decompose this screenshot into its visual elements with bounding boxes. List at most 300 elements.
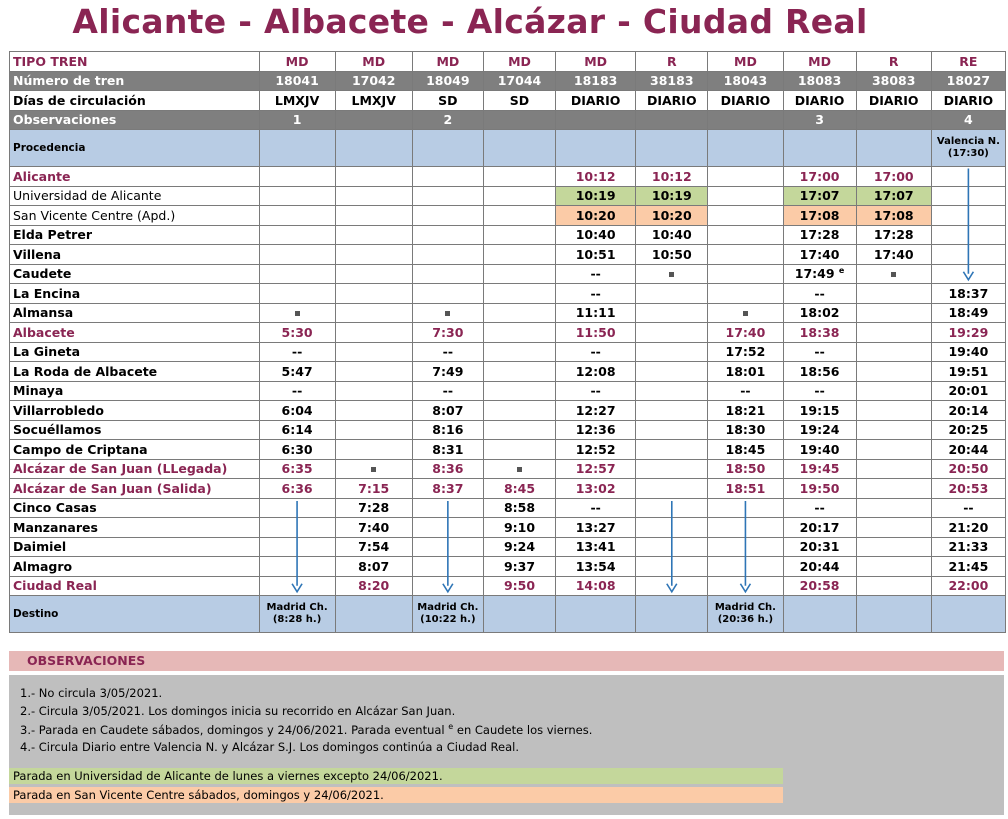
time-value: 5:30 [281, 324, 313, 340]
time-value: 18:21 [725, 402, 766, 418]
time-cell [856, 498, 931, 518]
note-3-mark: e [448, 722, 454, 731]
time-value: -- [740, 383, 751, 399]
time-cell [783, 518, 856, 538]
time-cell [259, 206, 335, 226]
time-cell [259, 381, 335, 401]
time-cell [783, 401, 856, 421]
time-cell [708, 518, 783, 538]
destino-cell [708, 596, 783, 633]
time-cell [856, 557, 931, 577]
time-value: -- [590, 500, 601, 516]
time-value: 7:40 [358, 519, 390, 535]
time-cell [259, 167, 335, 187]
time-cell [556, 381, 636, 401]
origin-name: Valencia N. [936, 136, 1000, 147]
numero-row [10, 71, 1006, 91]
time-value: 17:08 [799, 207, 840, 223]
time-cell [483, 342, 555, 362]
time-cell [856, 576, 931, 596]
time-value: 20:14 [948, 402, 989, 418]
time-value: -- [814, 344, 825, 360]
station-row [10, 284, 1006, 304]
time-cell [931, 537, 1005, 557]
numero-cell: 17042 [335, 71, 412, 91]
time-value: 12:57 [575, 461, 616, 477]
time-cell [931, 206, 1005, 226]
dias-cell: DIARIO [708, 91, 783, 111]
time-cell [856, 303, 931, 323]
time-cell [708, 264, 783, 284]
time-value: 19:51 [948, 363, 989, 379]
time-cell [636, 440, 708, 460]
time-cell [556, 576, 636, 596]
note-1: 1.- No circula 3/05/2021. [20, 686, 163, 700]
destination-time: (8:28 h.) [272, 614, 322, 625]
obs-cell: 4 [931, 110, 1005, 130]
time-value: 10:40 [575, 227, 616, 243]
time-cell [636, 420, 708, 440]
station-row [10, 401, 1006, 421]
station-row [10, 323, 1006, 343]
time-value: 17:28 [799, 227, 840, 243]
time-cell [412, 342, 483, 362]
time-cell [556, 206, 636, 226]
time-value: 18:38 [799, 324, 840, 340]
station-row [10, 498, 1006, 518]
time-cell [708, 498, 783, 518]
time-value: 21:20 [948, 519, 989, 535]
time-cell [636, 362, 708, 382]
time-cell [783, 264, 856, 284]
time-value: -- [442, 383, 454, 399]
time-cell [335, 420, 412, 440]
time-cell [931, 245, 1005, 265]
time-value: 21:45 [948, 558, 989, 574]
observaciones-row [10, 110, 1006, 130]
time-value: 19:40 [948, 344, 989, 360]
time-cell [335, 186, 412, 206]
time-cell [636, 245, 708, 265]
time-value: 20:58 [799, 578, 840, 594]
dias-cell: DIARIO [556, 91, 636, 111]
dias-cell: DIARIO [931, 91, 1005, 111]
time-cell [412, 420, 483, 440]
station-row [10, 557, 1006, 577]
tipo-cell: RE [931, 52, 1005, 72]
timetable [9, 51, 1006, 633]
time-cell [556, 225, 636, 245]
station-row [10, 245, 1006, 265]
destino-cell [259, 596, 335, 633]
time-value: 6:14 [281, 422, 313, 438]
time-cell [259, 498, 335, 518]
time-cell [708, 186, 783, 206]
time-value: 13:41 [575, 539, 616, 555]
page-title: Alicante - Albacete - Alcázar - Ciudad Real [72, 2, 868, 41]
time-cell [708, 206, 783, 226]
time-value: 17:07 [873, 188, 914, 204]
time-cell [259, 186, 335, 206]
destination-name: Madrid Ch. [266, 602, 328, 613]
time-value: -- [963, 500, 974, 516]
time-cell [708, 362, 783, 382]
dias-cell: DIARIO [783, 91, 856, 111]
time-cell [259, 557, 335, 577]
time-cell [335, 245, 412, 265]
time-cell [783, 479, 856, 499]
procedencia-cell [483, 130, 555, 167]
universidad-note: Parada en Universidad de Alicante de lunes a viernes excepto 24/06/2021. [9, 768, 783, 784]
time-cell [335, 401, 412, 421]
time-cell [335, 381, 412, 401]
numero-cell: 17044 [483, 71, 555, 91]
time-cell [412, 225, 483, 245]
time-cell [259, 420, 335, 440]
time-cell [931, 420, 1005, 440]
time-cell [556, 518, 636, 538]
time-cell [856, 440, 931, 460]
time-value: 17:08 [873, 207, 914, 223]
time-value: 20:50 [948, 461, 989, 477]
time-value: 10:19 [651, 188, 692, 204]
time-cell [856, 518, 931, 538]
time-cell [856, 537, 931, 557]
time-cell [483, 284, 555, 304]
time-cell [931, 459, 1005, 479]
observaciones-heading: OBSERVACIONES [9, 651, 1004, 671]
time-value: -- [590, 344, 601, 360]
obs-cell [483, 110, 555, 130]
time-value: -- [814, 383, 825, 399]
time-cell [335, 264, 412, 284]
time-value: 20:31 [799, 539, 840, 555]
square-icon [295, 311, 300, 316]
station-row [10, 576, 1006, 596]
time-cell [259, 479, 335, 499]
destino-cell [556, 596, 636, 633]
stop-marker [636, 264, 708, 284]
station-name: Almansa [10, 303, 260, 323]
time-cell [259, 362, 335, 382]
station-name: Albacete [10, 323, 260, 343]
stop-marker [335, 459, 412, 479]
time-cell [636, 225, 708, 245]
station-row [10, 225, 1006, 245]
time-cell [259, 245, 335, 265]
time-cell [783, 323, 856, 343]
time-value: -- [814, 500, 825, 516]
time-cell [483, 576, 555, 596]
time-cell [259, 342, 335, 362]
row-label: Número de tren [10, 71, 260, 91]
time-cell [931, 479, 1005, 499]
time-value: 19:15 [799, 402, 840, 418]
obs-cell [636, 110, 708, 130]
time-cell [483, 225, 555, 245]
time-cell [931, 557, 1005, 577]
numero-cell: 18043 [708, 71, 783, 91]
time-cell [783, 420, 856, 440]
tipo-cell: R [636, 52, 708, 72]
station-name: La Encina [10, 284, 260, 304]
time-cell [556, 342, 636, 362]
time-cell [931, 342, 1005, 362]
time-cell [783, 537, 856, 557]
station-name: Minaya [10, 381, 260, 401]
destino-cell [856, 596, 931, 633]
time-value: 12:52 [575, 441, 616, 457]
time-value: 19:29 [948, 324, 989, 340]
time-cell [783, 498, 856, 518]
time-value: 10:20 [575, 207, 616, 223]
time-cell [783, 576, 856, 596]
time-cell [335, 557, 412, 577]
time-value: 7:30 [432, 324, 464, 340]
time-value: 20:44 [799, 558, 840, 574]
time-cell [708, 479, 783, 499]
dias-cell: DIARIO [856, 91, 931, 111]
square-icon [445, 311, 450, 316]
procedencia-cell [931, 130, 1005, 167]
time-cell [412, 245, 483, 265]
time-cell [556, 498, 636, 518]
time-value: 18:56 [799, 363, 840, 379]
time-cell [412, 557, 483, 577]
time-cell [483, 518, 555, 538]
time-cell [412, 284, 483, 304]
station-row [10, 381, 1006, 401]
time-cell [708, 381, 783, 401]
time-cell [708, 440, 783, 460]
note-4: 4.- Circula Diario entre Valencia N. y Alcázar S.J. Los domingos continúa a Ciudad Real. [20, 740, 519, 754]
time-cell [708, 323, 783, 343]
row-label: Días de circulación [10, 91, 260, 111]
station-name: Manzanares [10, 518, 260, 538]
time-value: -- [590, 266, 601, 282]
time-cell [483, 167, 555, 187]
time-value: 6:35 [281, 461, 313, 477]
procedencia-row [10, 130, 1006, 167]
numero-cell: 18183 [556, 71, 636, 91]
time-value: 9:37 [503, 558, 536, 574]
station-name: La Gineta [10, 342, 260, 362]
destination-name: Madrid Ch. [714, 602, 776, 613]
time-value: 18:49 [948, 305, 989, 321]
time-value: 7:15 [358, 480, 390, 496]
station-name: San Vicente Centre (Apd.) [10, 206, 260, 226]
stop-marker [483, 459, 555, 479]
time-value: 14:08 [575, 578, 616, 594]
station-row [10, 264, 1006, 284]
note-3 [20, 722, 592, 737]
row-label: Destino [10, 596, 260, 633]
time-cell [556, 420, 636, 440]
tipo-row [10, 52, 1006, 72]
time-value: 17:40 [873, 246, 914, 262]
station-name: Alicante [10, 167, 260, 187]
note-2: 2.- Circula 3/05/2021. Los domingos inicia su recorrido en Alcázar San Juan. [20, 704, 456, 718]
time-cell [636, 498, 708, 518]
time-cell [556, 167, 636, 187]
time-cell [783, 167, 856, 187]
station-name: La Roda de Albacete [10, 362, 260, 382]
time-cell [636, 186, 708, 206]
time-value: 8:31 [432, 441, 464, 457]
time-value: 11:50 [575, 324, 616, 340]
time-value: 20:17 [799, 519, 840, 535]
time-cell [412, 206, 483, 226]
station-name: Alcázar de San Juan (Salida) [10, 479, 260, 499]
time-cell [931, 381, 1005, 401]
time-cell [412, 186, 483, 206]
time-value: 6:36 [281, 480, 313, 496]
procedencia-cell [412, 130, 483, 167]
obs-cell [556, 110, 636, 130]
tipo-cell: MD [556, 52, 636, 72]
station-name: Cinco Casas [10, 498, 260, 518]
time-cell [412, 537, 483, 557]
time-cell [259, 576, 335, 596]
time-value: 17:40 [725, 324, 766, 340]
station-row [10, 167, 1006, 187]
stop-marker [259, 303, 335, 323]
time-value: 9:50 [503, 578, 536, 594]
time-cell [483, 381, 555, 401]
time-cell [856, 479, 931, 499]
time-value: 10:40 [651, 227, 692, 243]
procedencia-cell [856, 130, 931, 167]
time-cell [783, 303, 856, 323]
time-value: -- [590, 285, 601, 301]
station-name: Villena [10, 245, 260, 265]
time-cell [483, 264, 555, 284]
time-value: 8:07 [432, 402, 464, 418]
time-cell [556, 264, 636, 284]
station-name: Universidad de Alicante [10, 186, 260, 206]
destino-cell [483, 596, 555, 633]
time-cell [483, 362, 555, 382]
time-cell [483, 206, 555, 226]
origin-time: (17:30) [947, 148, 989, 159]
destino-cell [931, 596, 1005, 633]
time-value: -- [814, 285, 825, 301]
procedencia-cell [335, 130, 412, 167]
time-value: -- [291, 383, 303, 399]
time-cell [335, 303, 412, 323]
time-value: 18:37 [948, 285, 989, 301]
tipo-cell: MD [412, 52, 483, 72]
time-cell [856, 323, 931, 343]
time-cell [556, 557, 636, 577]
time-value: 10:12 [575, 168, 616, 184]
time-value: 5:47 [281, 363, 313, 379]
time-cell [856, 206, 931, 226]
time-cell [259, 401, 335, 421]
time-cell [259, 518, 335, 538]
destination-name: Madrid Ch. [417, 602, 479, 613]
time-cell [483, 186, 555, 206]
time-cell [636, 206, 708, 226]
row-label: Procedencia [10, 130, 260, 167]
dias-cell: SD [483, 91, 555, 111]
time-value: 8:58 [503, 500, 536, 516]
destination-time: (20:36 h.) [717, 614, 774, 625]
time-cell [483, 498, 555, 518]
time-cell [412, 459, 483, 479]
time-cell [412, 518, 483, 538]
time-cell [556, 303, 636, 323]
time-cell [708, 167, 783, 187]
time-cell [335, 323, 412, 343]
time-cell [931, 498, 1005, 518]
time-value: 17:00 [873, 168, 914, 184]
obs-cell [335, 110, 412, 130]
obs-cell [708, 110, 783, 130]
time-cell [931, 186, 1005, 206]
time-cell [335, 498, 412, 518]
square-icon [371, 467, 376, 472]
station-name: Alcázar de San Juan (LLegada) [10, 459, 260, 479]
time-cell [636, 342, 708, 362]
tipo-cell: MD [783, 52, 856, 72]
time-cell [483, 401, 555, 421]
time-cell [335, 167, 412, 187]
time-cell [708, 284, 783, 304]
time-cell [783, 440, 856, 460]
destino-cell [335, 596, 412, 633]
time-cell [556, 440, 636, 460]
time-cell [335, 518, 412, 538]
time-cell [412, 401, 483, 421]
numero-cell: 18049 [412, 71, 483, 91]
time-cell [412, 362, 483, 382]
time-cell [856, 284, 931, 304]
time-cell [931, 323, 1005, 343]
time-value: 18:30 [725, 422, 766, 438]
obs-cell [856, 110, 931, 130]
time-value: 19:50 [799, 480, 840, 496]
destination-time: (10:22 h.) [420, 614, 476, 625]
time-cell [783, 225, 856, 245]
time-value: 8:16 [432, 422, 464, 438]
time-value: 8:37 [432, 480, 464, 496]
station-name: Caudete [10, 264, 260, 284]
time-value: 20:01 [948, 383, 989, 399]
time-value: 17:28 [873, 227, 914, 243]
numero-cell: 18027 [931, 71, 1005, 91]
time-cell [636, 557, 708, 577]
station-name: Campo de Criptana [10, 440, 260, 460]
time-value: 17:52 [725, 344, 766, 360]
time-value: 22:00 [948, 578, 989, 594]
time-cell [636, 401, 708, 421]
station-row [10, 537, 1006, 557]
station-row [10, 303, 1006, 323]
station-row [10, 518, 1006, 538]
time-cell [483, 420, 555, 440]
tipo-cell: MD [708, 52, 783, 72]
time-value: 18:45 [725, 441, 766, 457]
time-cell [931, 264, 1005, 284]
tipo-cell: MD [259, 52, 335, 72]
time-cell [259, 459, 335, 479]
row-label: TIPO TREN [10, 52, 260, 72]
time-value: 7:49 [432, 363, 464, 379]
time-value: 17:07 [799, 188, 840, 204]
station-row [10, 206, 1006, 226]
san-vicente-note: Parada en San Vicente Centre sábados, domingos y 24/06/2021. [9, 787, 783, 803]
